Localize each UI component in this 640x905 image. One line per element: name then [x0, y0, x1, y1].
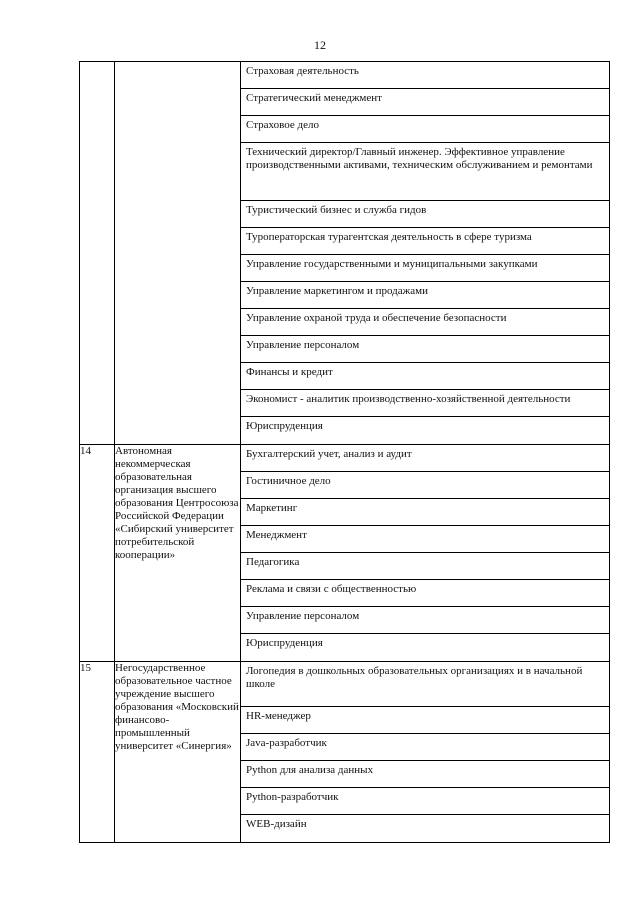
program-item: Управление государственными и муниципальными закупками	[241, 255, 609, 282]
program-item: Бухгалтерский учет, анализ и аудит	[241, 445, 609, 472]
program-item: Экономист - аналитик производственно-хозяйственной деятельности	[241, 390, 609, 417]
program-item: Юриспруденция	[246, 637, 323, 649]
row-number	[80, 62, 115, 445]
program-item: Управление персоналом	[241, 607, 609, 634]
program-item: Стратегический менеджмент	[241, 89, 609, 116]
program-item: Python для анализа данных	[241, 761, 609, 788]
program-item: Реклама и связи с общественностью	[241, 580, 609, 607]
program-item: Управление охраной труда и обеспечение безопасности	[241, 309, 609, 336]
programs-table	[79, 61, 610, 843]
table-row	[80, 445, 610, 662]
programs-cell	[241, 62, 610, 445]
programs-cell	[241, 662, 610, 843]
programs-cell	[241, 445, 610, 662]
program-item: Страховое дело	[241, 116, 609, 143]
table-row	[80, 662, 610, 843]
program-item: Управление маркетингом и продажами	[241, 282, 609, 309]
row-number: 14	[80, 445, 115, 662]
program-item: Туристический бизнес и служба гидов	[241, 201, 609, 228]
program-item: Туроператорская турагентская деятельность в сфере туризма	[241, 228, 609, 255]
organization-name	[115, 62, 241, 445]
page-number: 12	[314, 38, 326, 52]
organization-name: Автономная некоммерческая образовательная организация высшего образования Центросоюза Российской Федерации «Сибирский университет потребительской кооперации»	[115, 445, 241, 662]
program-item: Финансы и кредит	[241, 363, 609, 390]
program-item: Маркетинг	[241, 499, 609, 526]
program-item: Менеджмент	[241, 526, 609, 553]
organization-name: Негосударственное образовательное частное учреждение высшего образования «Московский финансово-промышленный университет «Синергия»	[115, 662, 241, 843]
program-item: Управление персоналом	[241, 336, 609, 363]
row-number: 15	[80, 662, 115, 843]
program-item: Логопедия в дошкольных образовательных организациях и в начальной школе	[241, 662, 609, 707]
program-item: Технический директор/Главный инженер. Эффективное управление производственными активами, техническим обслуживанием и ремонтами	[241, 143, 609, 201]
program-item: Java-разработчик	[241, 734, 609, 761]
table-row	[80, 62, 610, 445]
program-item: Юриспруденция	[246, 420, 323, 432]
program-item: Страховая деятельность	[241, 62, 609, 89]
program-item: Педагогика	[241, 553, 609, 580]
program-item: Гостиничное дело	[241, 472, 609, 499]
program-item: WEB-дизайн	[246, 818, 307, 830]
program-item: Python-разработчик	[241, 788, 609, 815]
program-item: HR-менеджер	[241, 707, 609, 734]
